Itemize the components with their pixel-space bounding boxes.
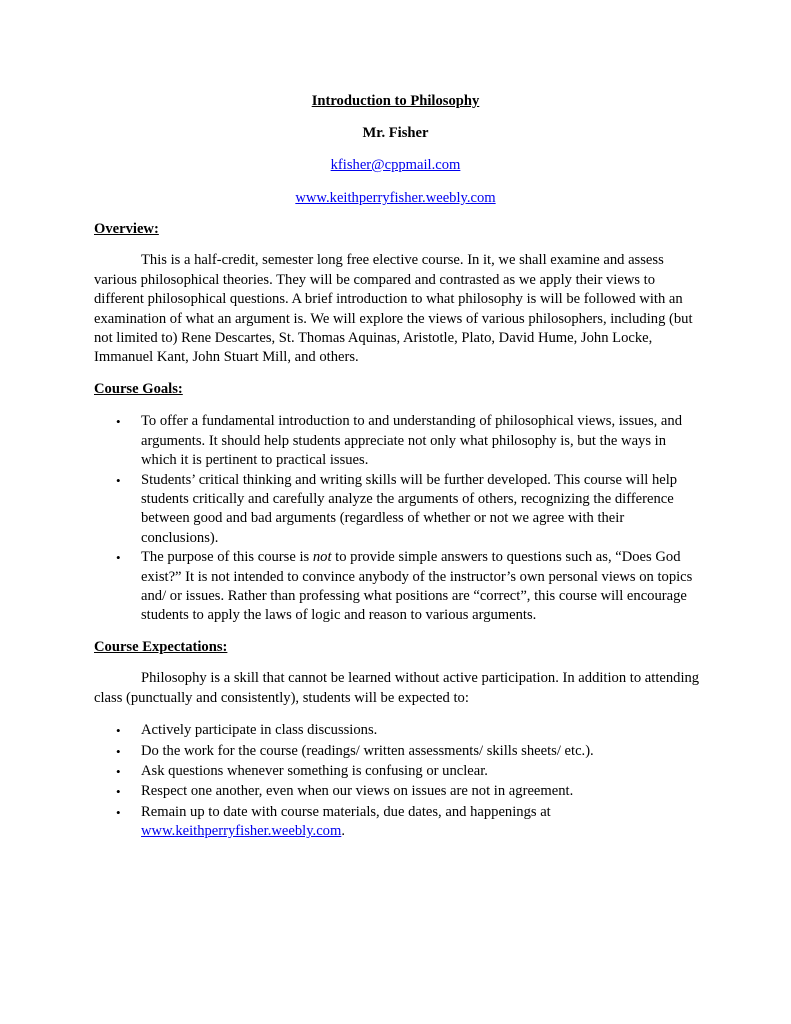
bullet-icon: • bbox=[116, 723, 121, 739]
goals-item-text: To offer a fundamental introduction to and understanding of philosophical views, issues, and arguments. It should help students appreciate not only what philosophy is, but the ways in which it is pertinent to practical issues. bbox=[141, 413, 682, 469]
bullet-icon: • bbox=[116, 472, 121, 488]
expectations-item-1 bbox=[94, 721, 698, 740]
website-line bbox=[0, 189, 791, 208]
goals-item-text-start: The purpose of this course is bbox=[141, 549, 313, 566]
expectations-list bbox=[94, 721, 704, 841]
website-link-inline[interactable]: www.keithperryfisher.weebly.com bbox=[141, 823, 342, 840]
goals-item-3 bbox=[94, 548, 698, 626]
bullet-icon: • bbox=[116, 804, 121, 820]
bullet-icon: • bbox=[116, 764, 121, 780]
expectations-section bbox=[94, 638, 704, 842]
emphasis-not: not bbox=[312, 549, 332, 566]
goals-item-text-rest: to provide simple answers to questions such as, “Does God exist?” It is not intended to convince anybody of the instructor’s own personal views on topics and/ or issues. Rather than professing what positions are “correct”, this course will encourage students to apply the laws of logic and reason to various arguments. bbox=[141, 549, 693, 624]
goals-item-1 bbox=[94, 412, 698, 470]
goals-section bbox=[94, 380, 704, 626]
bullet-icon: • bbox=[116, 550, 121, 566]
overview-heading: Overview: bbox=[94, 221, 159, 237]
email-line bbox=[0, 156, 791, 175]
expectations-item-text-end: . bbox=[341, 823, 345, 840]
expectations-item-3 bbox=[94, 762, 698, 781]
expectations-item-4 bbox=[94, 782, 698, 801]
overview-paragraph: This is a half-credit, semester long free elective course. In it, we shall examine and assess various philosophical theories. They will be compared and contrasted as we apply their views to different philosophical questions. A brief introduction to what philosophy is will be followed with an examination of what an argument is. We will explore the views of various philosophers, including (but not limited to) Rene Descartes, St. Thomas Aquinas, Aristotle, Plato, David Hume, John Locke, Immanuel Kant, John Stuart Mill, and others. bbox=[94, 252, 693, 366]
goals-list bbox=[94, 412, 704, 625]
expectations-item-text bbox=[141, 804, 551, 839]
goals-heading: Course Goals: bbox=[94, 381, 183, 397]
expectations-item-2 bbox=[94, 742, 698, 761]
expectations-item-5 bbox=[94, 803, 698, 842]
bullet-icon: • bbox=[116, 743, 121, 759]
bullet-icon: • bbox=[116, 784, 121, 800]
expectations-heading: Course Expectations: bbox=[94, 639, 228, 655]
expectations-item-text: Ask questions whenever something is confusing or unclear. bbox=[141, 763, 488, 780]
expectations-item-text: Actively participate in class discussions. bbox=[141, 722, 378, 739]
expectations-item-text: Respect one another, even when our views on issues are not in agreement. bbox=[141, 783, 574, 800]
expectations-intro: Philosophy is a skill that cannot be learned without active participation. In addition to attending class (punctually and consistently), students will be expected to: bbox=[94, 670, 700, 706]
email-link[interactable]: kfisher@cppmail.com bbox=[330, 157, 461, 173]
goals-item-text bbox=[141, 549, 692, 623]
bullet-icon: • bbox=[116, 414, 121, 430]
website-link[interactable]: www.keithperryfisher.weebly.com bbox=[295, 190, 496, 206]
expectations-item-text: Do the work for the course (readings/ written assessments/ skills sheets/ etc.). bbox=[141, 742, 594, 759]
goals-item-2 bbox=[94, 471, 698, 549]
goals-item-text: Students’ critical thinking and writing skills will be further developed. This course will help students critically and carefully analyze the arguments of others, recognizing the difference between good and bad arguments (regardless of whether or not we agree with their conclusions). bbox=[141, 471, 678, 546]
overview-section bbox=[94, 220, 704, 368]
expectations-item-text-start: Remain up to date with course materials, due dates, and happenings at bbox=[141, 803, 551, 820]
document-title: Introduction to Philosophy bbox=[311, 93, 480, 109]
teacher-name: Mr. Fisher bbox=[362, 125, 429, 141]
